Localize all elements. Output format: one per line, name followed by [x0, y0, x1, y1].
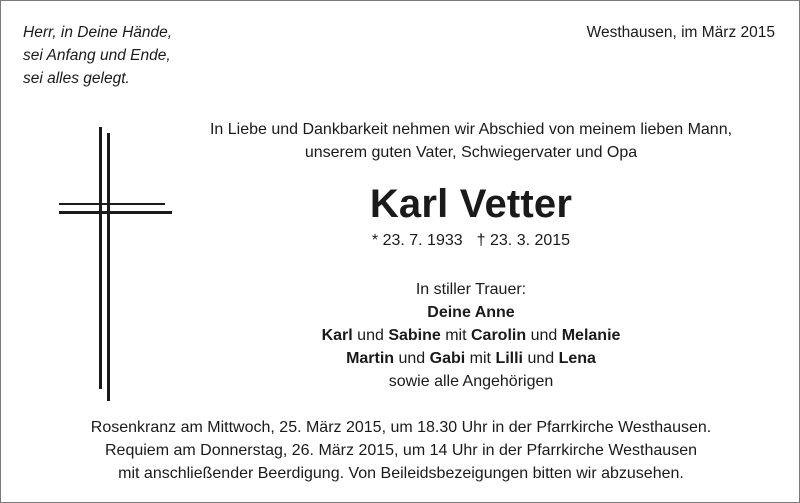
- family-line-1: [151, 324, 791, 347]
- intro-line-1: In Liebe und Dankbarkeit nehmen wir Abschied von meinem lieben Mann,: [209, 121, 733, 138]
- family-line-2: [151, 347, 791, 370]
- service-line-1: Rosenkranz am Mittwoch, 25. März 2015, um 18.30 Uhr in der Pfarrkirche Westhausen.: [90, 419, 712, 436]
- connector-text: und: [352, 327, 389, 344]
- spouse-name: Deine Anne: [427, 304, 515, 321]
- connector-text: und: [526, 327, 562, 344]
- deceased-name: Karl Vetter: [369, 182, 573, 226]
- mourner-name: Lena: [558, 350, 596, 367]
- verse-line-3: sei alles gelegt.: [23, 70, 130, 87]
- mourner-name: Melanie: [561, 327, 621, 344]
- cross-vertical-bar-1: [99, 127, 102, 389]
- bible-verse: [23, 21, 172, 90]
- connector-text: mit: [440, 327, 471, 344]
- birth-date: * 23. 7. 1933: [371, 232, 463, 249]
- cross-horizontal-bar-1: [59, 203, 165, 205]
- mourning-heading: In stiller Trauer:: [415, 281, 527, 298]
- service-line-3: mit anschließender Beerdigung. Von Beileidsbezeigungen bitten wir abzusehen.: [118, 465, 684, 482]
- cross-vertical-bar-2: [107, 133, 110, 401]
- mourner-name: Sabine: [388, 327, 441, 344]
- death-date: † 23. 3. 2015: [476, 232, 571, 249]
- verse-line-1: Herr, in Deine Hände,: [23, 24, 173, 41]
- closing-line: sowie alle Angehörigen: [388, 373, 554, 390]
- intro-line-2: unserem guten Vater, Schwiegervater und Opa: [304, 144, 638, 161]
- mourner-name: Martin: [346, 350, 395, 367]
- service-details: [1, 416, 800, 485]
- life-dates: [151, 231, 791, 251]
- mourner-name: Lilli: [495, 350, 523, 367]
- place-date: Westhausen, im März 2015: [586, 24, 775, 41]
- connector-text: und: [394, 350, 430, 367]
- mourner-name: Carolin: [471, 327, 527, 344]
- mourner-name: Karl: [321, 327, 353, 344]
- verse-line-2: sei Anfang und Ende,: [23, 47, 171, 64]
- mourners-block: [151, 278, 791, 393]
- intro-text: [151, 118, 791, 164]
- connector-text: und: [523, 350, 559, 367]
- connector-text: mit: [465, 350, 496, 367]
- mourner-name: Gabi: [429, 350, 466, 367]
- service-line-2: Requiem am Donnerstag, 26. März 2015, um 14 Uhr in der Pfarrkirche Westhausen: [105, 442, 697, 459]
